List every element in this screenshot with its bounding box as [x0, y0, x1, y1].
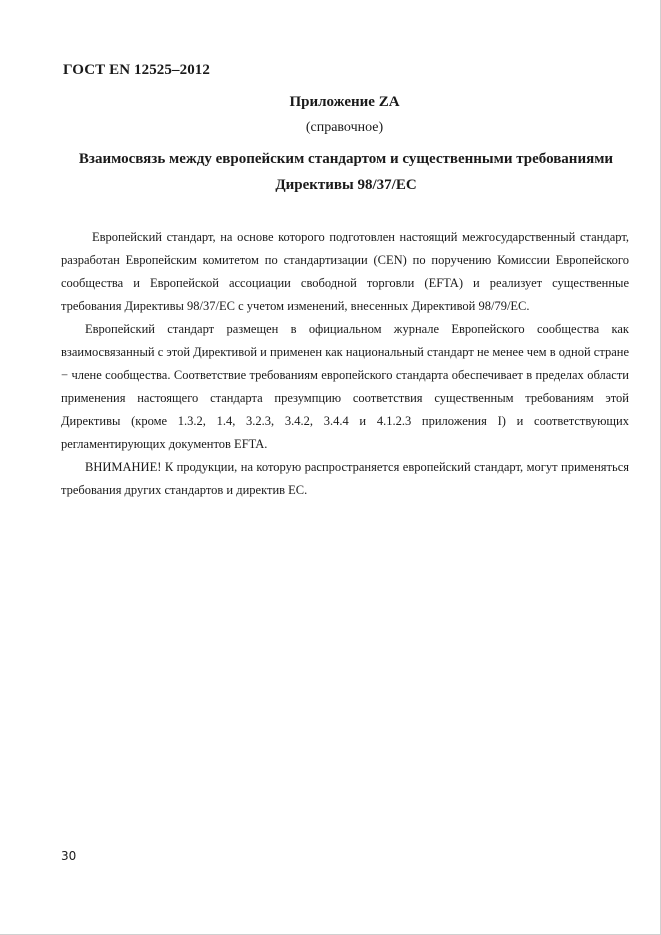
page-number: 30	[61, 849, 77, 863]
section-heading-line-1: Взаимосвязь между европейским стандартом и существенными требованиями	[78, 151, 614, 167]
annex-subtitle: (справочное)	[305, 120, 384, 135]
body-text	[61, 226, 629, 502]
paragraph: Европейский стандарт размещен в официальном журнале Европейского сообщества как взаимосвязанный с этой Директивой и применен как национальный стандарт не менее чем в одной стране − члене сообщества. Соответствие требованиям европейского стандарта обеспечивает в пределах области применения настоящего стандарта презумпцию соответствия существенным требованиям этой Директивы (кроме 1.3.2, 1.4, 3.2.3, 3.4.2, 3.4.4 и 4.1.2.3 приложения I) и соответствующих регламентирующих документов EFTA.	[61, 322, 629, 451]
section-heading	[63, 146, 629, 198]
section-heading-line-2: Директивы 98/37/ЕС	[275, 177, 417, 193]
paragraph: ВНИМАНИЕ! К продукции, на которую распространяется европейский стандарт, могут применяться требования других стандартов и директив ЕС.	[61, 460, 629, 497]
annex-title: Приложение ZA	[289, 94, 400, 110]
document-header: ГОСТ EN 12525–2012	[63, 62, 210, 78]
paragraph: Европейский стандарт, на основе которого подготовлен настоящий межгосударственный стандарт, разработан Европейским комитетом по стандартизации (CEN) по поручению Комиссии Европейского сообщества и Европейской ассоциации свободной торговли (EFTA) и реализует существенные требования Директивы 98/37/ЕС с учетом изменений, внесенных Директивой 98/79/ЕС.	[61, 230, 629, 313]
